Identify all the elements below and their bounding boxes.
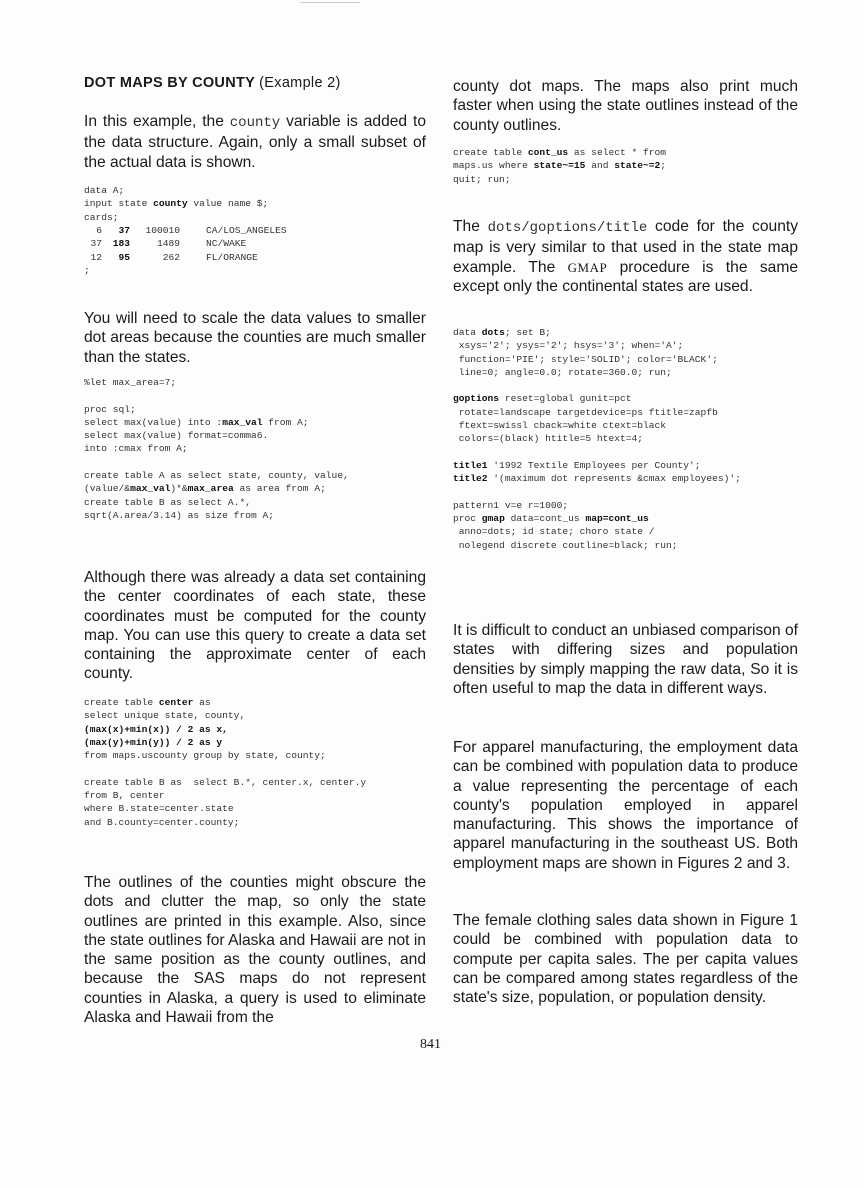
intro-paragraph <box>84 112 426 172</box>
scale-paragraph: You will need to scale the data values to smaller dot areas because the counties are much smaller than the states. <box>84 310 426 366</box>
cell-name: FL/ORANGE <box>206 251 258 263</box>
code-line: into :cmax from A; <box>84 443 188 455</box>
code-keyword: dots <box>481 327 505 338</box>
code-keyword: map=cont_us <box>585 513 649 525</box>
code-line: maps.us where <box>453 160 534 172</box>
code-line: proc sql; <box>84 403 136 415</box>
code-gmap <box>453 326 741 552</box>
code-line: data=cont_us <box>504 513 586 525</box>
code-line: pattern1 v=e r=1000; <box>453 499 569 511</box>
cell-state: 37 <box>90 238 102 250</box>
code-line: select max(value) into : <box>84 416 223 428</box>
code-keyword: gmap <box>481 513 505 525</box>
code-line: anno=dots; id state; choro state / <box>453 526 655 538</box>
code-line: ; <box>660 160 667 172</box>
code-keyword: title2 <box>453 473 488 485</box>
intro-code-word: county <box>229 115 281 131</box>
code-line: create table B as select A.*, <box>84 496 251 508</box>
code-line: (value/& <box>84 483 131 495</box>
code-line: where B.state=center.state <box>84 803 234 815</box>
apparel-paragraph: For apparel manufacturing, the employment data can be combined with population data to produce a value representing the percentage of each county's population employed in apparel manufacturing. This shows the importance of apparel manufacturing in the southeast US. Both employment maps are shown in Figures 2 and 3. <box>453 739 798 872</box>
code-line: select unique state, county, <box>84 710 246 722</box>
code-data-step <box>84 184 268 224</box>
code-keyword: title1 <box>453 459 488 471</box>
code-line: ; <box>84 264 90 276</box>
code-keyword: goptions <box>453 393 500 405</box>
text: The <box>453 218 488 235</box>
code-keyword: max_val <box>222 416 263 428</box>
text: code for the county map is very similar to that used in the state map example. The <box>453 218 798 276</box>
code-line: quit; run; <box>453 173 511 185</box>
code-line: sqrt(A.area/3.14) as size from A; <box>84 509 274 521</box>
code-proc-sql <box>84 376 349 522</box>
code-keyword: (max(x)+min(x)) / 2 as x, <box>84 723 228 735</box>
cell-value: 100010 <box>145 225 180 236</box>
code-line: line=0; angle=0.0; rotate=360.0; run; <box>453 366 672 378</box>
code-line: ftext=swissl cback=white ctext=black <box>453 420 667 432</box>
code-line: rotate=landscape targetdevice=ps ftitle=zapfb <box>453 406 718 418</box>
code-keyword: max_area <box>187 483 234 495</box>
code-line: input state <box>84 198 154 210</box>
code-line: colors=(black) htitle=5 htext=4; <box>453 433 643 445</box>
code-line: '1992 Textile Employees per County'; <box>487 459 701 471</box>
page-number: 841 <box>420 1037 441 1052</box>
code-keyword: state~=2 <box>614 160 661 172</box>
cell-value: 262 <box>162 251 180 263</box>
cell-county: 183 <box>112 238 130 250</box>
outlines-paragraph: The outlines of the counties might obscure the dots and clutter the map, so only the state outlines are printed in this example. Also, since the state outlines for Alaska and Hawaii are not in the same position as the county outlines, and because the SAS maps do not represent counties in Alaska, a query is used to eliminate Alaska and Hawaii from the <box>84 874 426 1027</box>
code-line: %let max_area=7; <box>84 377 177 388</box>
code-line: as area from A; <box>233 483 326 495</box>
code-line: select max(value) format=comma6. <box>84 430 269 442</box>
cell-county: 95 <box>118 251 130 263</box>
continued-paragraph: county dot maps. The maps also print much faster when using the state outlines instead of the county outlines. <box>453 78 798 134</box>
code-keyword: (max(y)+min(y)) / 2 as y <box>84 736 223 748</box>
section-heading <box>84 75 341 91</box>
data-row <box>84 237 287 250</box>
code-keyword: cont_us <box>527 147 569 158</box>
inline-code: dots/goptions/title <box>487 220 648 236</box>
code-keyword: center <box>158 697 194 708</box>
code-center-table <box>84 696 366 829</box>
code-line: )*& <box>170 483 188 495</box>
code-line: create table A as select state, county, value, <box>84 470 349 482</box>
inline-code: GMAP <box>567 259 608 275</box>
cell-value: 1489 <box>156 238 180 250</box>
code-line: as select * from <box>568 147 667 158</box>
code-line: nolegend discrete coutline=black; run; <box>453 539 678 551</box>
code-line: and <box>585 160 615 172</box>
cell-state: 6 <box>96 225 102 236</box>
code-line: '(maximum dot represents &cmax employees)'; <box>487 473 741 485</box>
intro-text-b: variable is added to the data structure. Again, only a small subset of the actual data is shown. <box>84 113 426 171</box>
cell-name: NC/WAKE <box>206 238 247 250</box>
code-line: create table <box>84 697 159 708</box>
female-sales-paragraph: The female clothing sales data shown in Figure 1 could be combined with population data to compute per capita sales. The per capita values can be compared among states regardless of the state's size, population, or population density. <box>453 912 798 1007</box>
cell-state: 12 <box>90 251 102 263</box>
cell-county: 37 <box>118 225 130 236</box>
heading-text: DOT MAPS BY COUNTY <box>84 75 255 91</box>
code-line: data <box>453 327 482 338</box>
scan-artifact-line <box>300 2 360 3</box>
code-keyword: state~=15 <box>533 160 586 172</box>
code-line: as <box>193 697 211 708</box>
code-line: create table B as select B.*, center.x, center.y <box>84 776 367 788</box>
code-line: from B, center <box>84 790 165 802</box>
code-line: ; set B; <box>504 327 551 338</box>
cards-data-table <box>84 224 287 277</box>
center-paragraph: Although there was already a data set containing the center coordinates of each state, these coordinates must be computed for the county map. You can use this query to create a data set containing the approximate center of each county. <box>84 569 426 683</box>
code-line: data A; <box>84 185 125 196</box>
intro-text-a: In this example, the <box>84 113 230 130</box>
code-line: proc <box>453 513 482 525</box>
code-line: and B.county=center.county; <box>84 816 240 828</box>
text: procedure is the same except only the continental states are used. <box>453 258 798 295</box>
code-keyword: county <box>153 198 188 210</box>
unbiased-paragraph: It is difficult to conduct an unbiased comparison of states with differing sizes and population densities by simply mapping the raw data, So it is often useful to map the data in different ways. <box>453 622 798 697</box>
cell-name: CA/LOS_ANGELES <box>206 225 287 236</box>
data-row <box>84 224 287 237</box>
code-cont-us <box>453 146 666 186</box>
dots-paragraph <box>453 217 798 296</box>
code-line: from maps.uscounty group by state, county; <box>84 750 326 762</box>
data-row <box>84 251 287 264</box>
code-line: value name $; <box>187 198 269 210</box>
code-line: create table <box>453 147 528 158</box>
code-line: from A; <box>262 416 309 428</box>
code-line: cards; <box>84 211 119 223</box>
code-keyword: max_val <box>130 483 171 495</box>
code-line: function='PIE'; style='SOLID'; color='BLACK'; <box>453 353 718 365</box>
heading-suffix: (Example 2) <box>259 75 341 91</box>
code-line: xsys='2'; ysys='2'; hsys='3'; when='A'; <box>453 340 684 352</box>
code-line: reset=global gunit=pct <box>499 393 632 405</box>
